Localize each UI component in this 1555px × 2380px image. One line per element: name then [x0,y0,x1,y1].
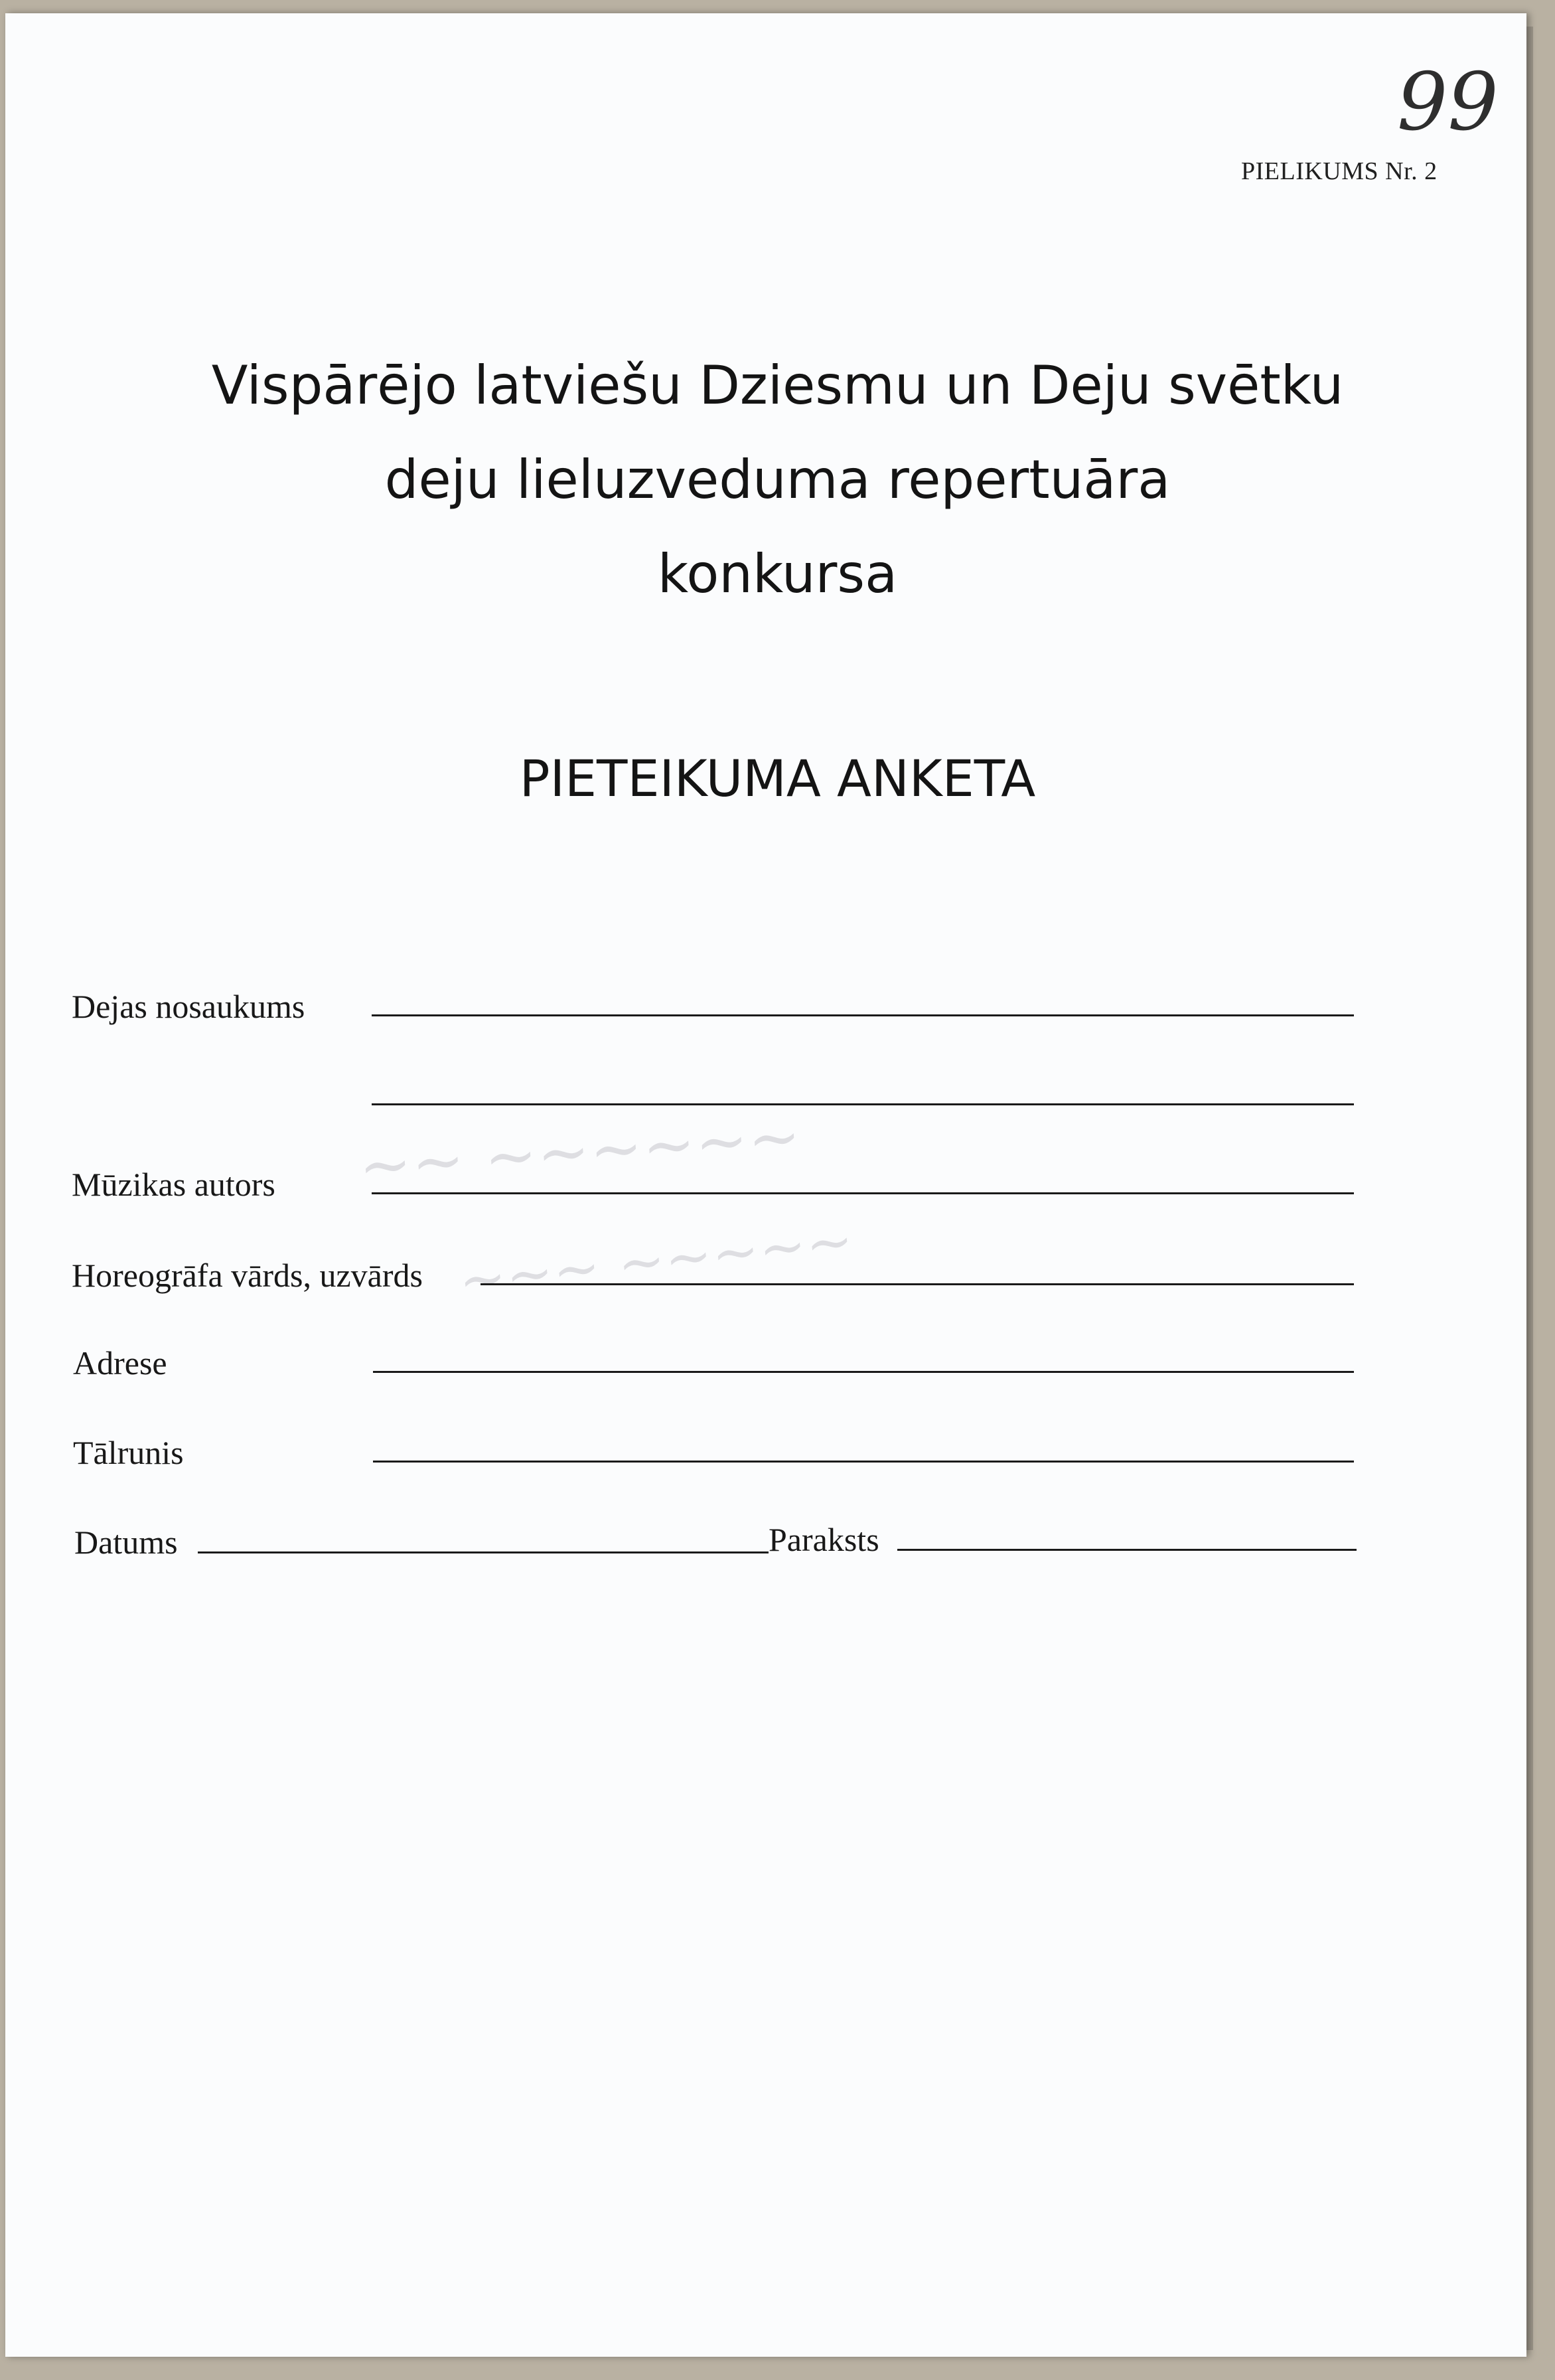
form-heading: PIETEIKUMA ANKETA [519,749,1036,808]
input-line-signature[interactable] [897,1549,1357,1551]
input-line-dance-name-2[interactable] [372,1103,1354,1105]
handwritten-page-number: 99 [1397,56,1499,149]
title-line-2: deju lieluzveduma repertuāra [384,449,1171,511]
input-line-choreographer[interactable] [481,1283,1354,1285]
label-dance-name: Dejas nosaukums [72,988,305,1025]
label-phone: Tālrunis [73,1434,184,1471]
appendix-label: PIELIKUMS Nr. 2 [1241,157,1438,185]
document-title [0,339,1555,621]
input-line-address[interactable] [373,1371,1354,1373]
label-music-author: Mūzikas autors [72,1166,275,1203]
label-address: Adrese [73,1344,167,1382]
input-line-date[interactable] [198,1551,769,1553]
bleed-through-handwriting-2: ∼∼∼ ∼∼∼∼∼ [455,1208,857,1314]
bleed-through-handwriting: ∼∼ ∼∼∼∼∼∼ [356,1099,804,1204]
input-line-music-author[interactable] [372,1192,1354,1194]
label-date: Datums [74,1524,178,1561]
input-line-dance-name[interactable] [372,1014,1354,1016]
title-line-3: konkursa [657,543,898,605]
label-signature: Paraksts [769,1521,879,1558]
label-choreographer: Horeogrāfa vārds, uzvārds [72,1257,423,1294]
title-line-1: Vispārējo latviešu Dziesmu un Deju svētku [211,355,1344,416]
input-line-phone[interactable] [373,1461,1354,1463]
